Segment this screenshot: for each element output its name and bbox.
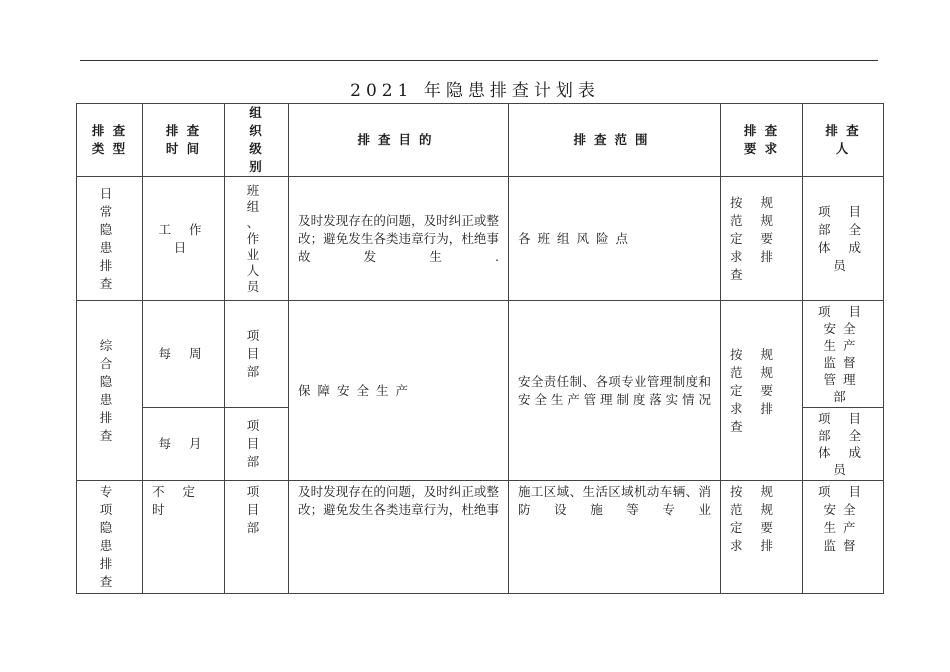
inspection-plan-table (76, 103, 884, 594)
weekly-level: 项 目 部 (225, 301, 289, 408)
comprehensive-requirement: 按 规范 规定 要求 排查 (721, 301, 803, 481)
monthly-level: 项 目 部 (225, 408, 289, 481)
special-level: 项 目 部 (225, 481, 289, 594)
weekly-person: 项 目安全 生产 监督 管理 部 (803, 301, 884, 408)
monthly-time: 每 月 (143, 408, 225, 481)
header-person: 排 查 人 (803, 104, 884, 177)
table-row-daily (77, 177, 884, 301)
header-requirement: 排 查 要 求 (721, 104, 803, 177)
header-level: 组 织 级 别 (225, 104, 289, 177)
special-goal: 及时发现存在的问题，及时纠正或整改；避免发生各类违章行为，杜绝事 (289, 481, 509, 594)
special-time: 不 定 时 (143, 481, 225, 594)
daily-goal: 及时发现存在的问题，及时纠正或整改；避免发生各类违章行为，杜绝事故发生. (289, 177, 509, 301)
daily-time: 工 作 日 (143, 177, 225, 301)
comprehensive-type: 综 合 隐 患 排 查 (77, 301, 143, 481)
daily-requirement: 按 规范 规定 要求 排查 (721, 177, 803, 301)
daily-scope: 各班组风险点 (509, 177, 721, 301)
weekly-time: 每 周 (143, 301, 225, 408)
header-scope: 排查范围 (509, 104, 721, 177)
top-rule (80, 60, 878, 61)
page-title: 2021 年隐患排查计划表 (350, 81, 600, 101)
comprehensive-scope: 安全责任制、各项专业管理制度和安全生产管理制度落实情况 (509, 301, 721, 481)
monthly-person: 项 目部 全体 成员 (803, 408, 884, 481)
table-row-special (77, 481, 884, 594)
header-goal: 排查目的 (289, 104, 509, 177)
special-type: 专 项 隐 患 排 查 (77, 481, 143, 594)
header-time: 排 查 时 间 (143, 104, 225, 177)
daily-type: 日 常 隐 患 排 查 (77, 177, 143, 301)
special-scope: 施工区域、生活区域机动车辆、消防设施等专业 (509, 481, 721, 594)
comprehensive-goal: 保障安全生产 (289, 301, 509, 481)
special-requirement: 按 规范 规定 要求 排 (721, 481, 803, 594)
daily-level: 班 组 、 作 业 人 员 (225, 177, 289, 301)
daily-person: 项 目部 全体 成员 (803, 177, 884, 301)
table-row-weekly (77, 301, 884, 408)
header-type: 排 查 类 型 (77, 104, 143, 177)
header-row (77, 104, 884, 177)
special-person: 项 目安全 生产 监督 (803, 481, 884, 594)
